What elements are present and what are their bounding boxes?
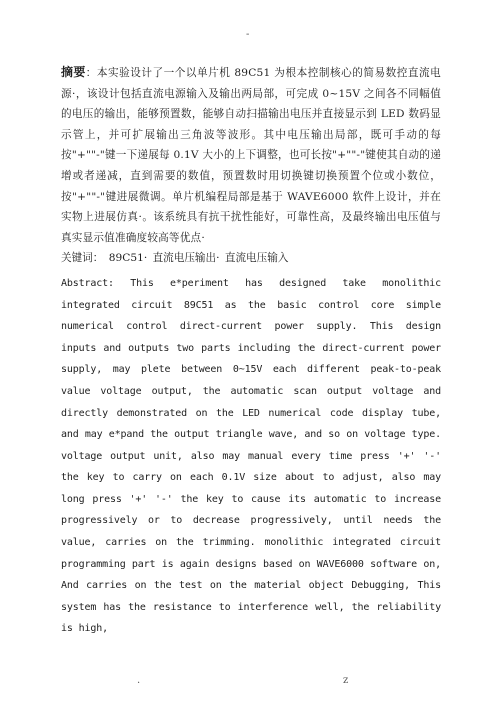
header-mark: - [246,29,250,40]
keyword-item: 直流电压输入 [224,252,289,265]
abstract-cn-paragraph [61,62,441,248]
keywords-line [61,248,441,269]
keyword-item: 直流电压输出· [152,252,220,265]
abstract-en-paragraph: Abstract: This e*periment has designed take monolithic integrated circuit 89C51 as the basic control core simple numerical control direct-current power supply. This design inputs and outputs two parts including the direct-current power supply, may plete between 0~15V each different peak-to-peak value voltage output, the automatic scan output voltage and directly demonstrated on the LED numerical code display tube, and may e*pand the output triangle wave, and so on voltage type. voltage output unit, also may manual every time press '+' '-' the key to carry on each 0.1V size about to adjust, also may long press '+' '-' the key to cause its automatic to increase progressively or to decrease progressively, until needs the value, carries on the trimming. monolithic integrated circuit programming part is again designs based on WAVE6000 software on, And carries on the test on the material object Debugging, This system has the resistance to interference well, the reliability is high, [61,277,441,635]
keywords-label: 关键词： [61,252,104,265]
footer-mark-left: . [137,675,141,686]
abstract-cn-text: ：本实验设计了一个以单片机 89C51 为根本控制核心的简易数控直流电源·，该设计包括直流电源输入及输出两局部，可完成 0~15V 之间各不同幅值的电压的输出，能够预置数，能够自动扫描输出电压并直接显示到 LED 数码显示管上，并可扩展输出三角波等波形。其中电压输出局部，既可手动的每按"+""-"键一下递展每 0.1V 大小的上下调整，也可长按"+""-"键使其自动的递增或者递减，直到需要的数值，预置数时用切换键切换预置个位或小数位，按"+""-"键进展微调。单片机编程局部是基于 WAVE6000 软件上设计，并在实物上进展仿真·。该系统具有抗干扰性能好，可靠性高，及最终输出电压值与真实显示值准确度较高等优点· [61,67,441,244]
abstract-section [61,62,441,640]
footer-mark-right: z [343,675,349,686]
keyword-item: 89C51· [108,252,148,265]
abstract-cn-heading: 摘要 [61,65,86,79]
